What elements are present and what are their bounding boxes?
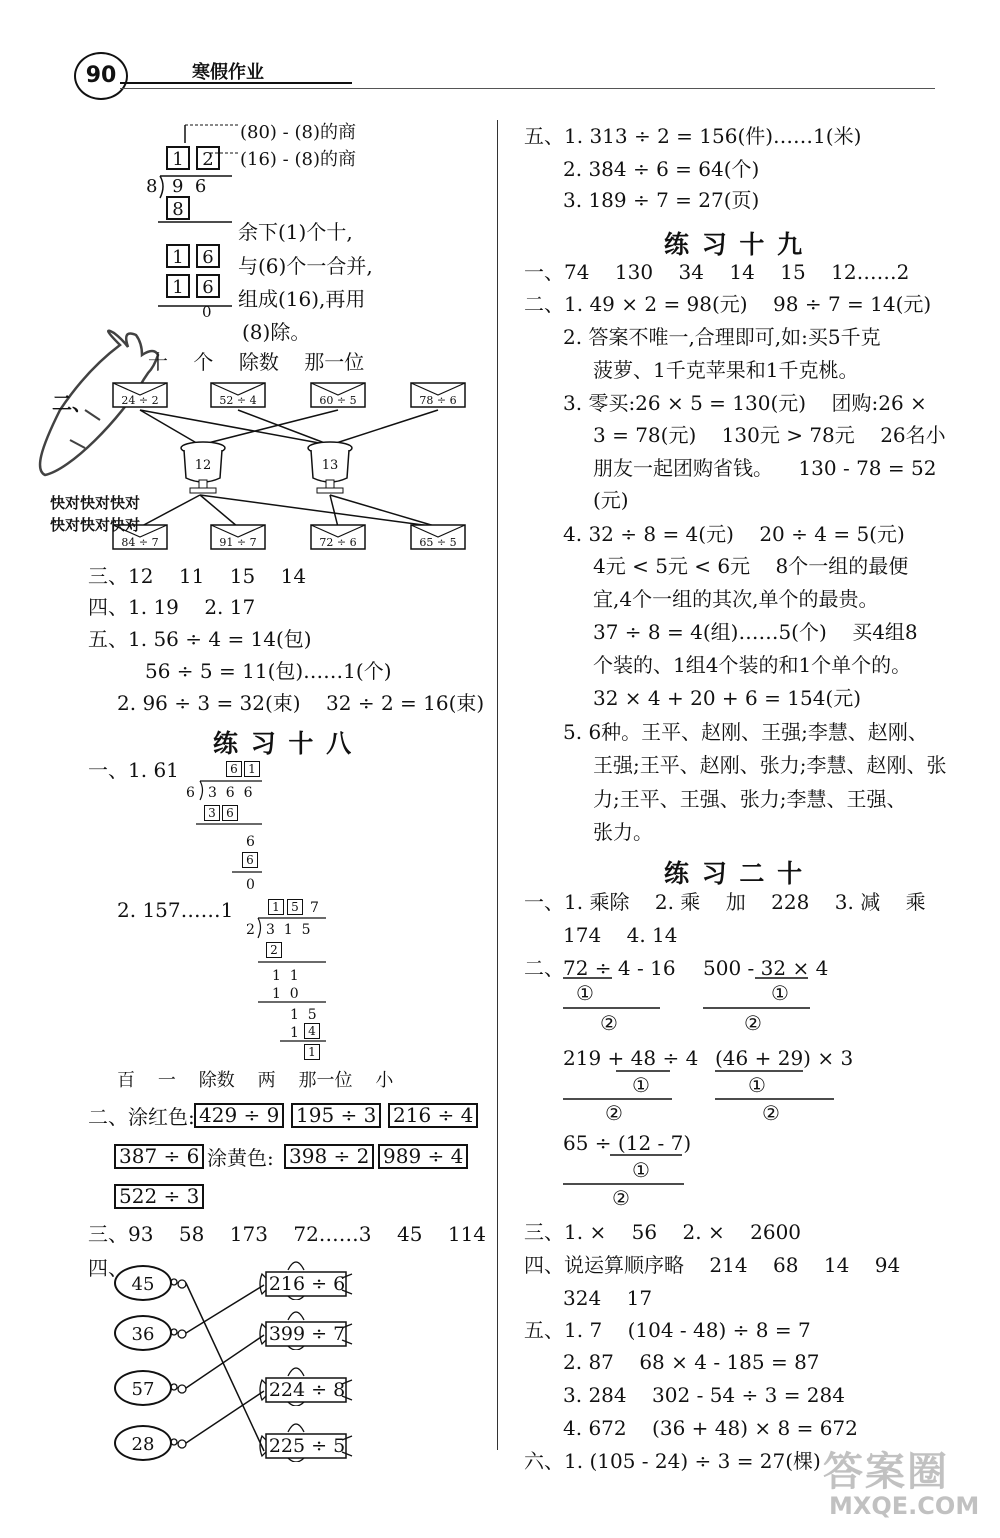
- fish-label: 399 ÷ 7: [268, 1323, 346, 1345]
- answer-line: 三、93 58 173 72……3 45 114: [88, 1222, 487, 1246]
- envelope-label: 52 ÷ 4: [219, 394, 257, 407]
- answer-line: 2. 384 ÷ 6 = 64(个): [563, 157, 760, 181]
- remainder-box: 6: [196, 244, 220, 268]
- answer-line: 2. 答案不唯一,合理即可,如:买5千克: [563, 325, 881, 349]
- watermark-brand: 答案圈: [823, 1449, 949, 1495]
- step-marker: ①: [632, 1073, 650, 1097]
- quotient-digit-box: 2: [196, 146, 220, 170]
- quotient-digit-box: 6: [226, 761, 242, 777]
- step-marker: ①: [748, 1073, 766, 1097]
- quotient-note-2: (16) - (8)的商: [240, 149, 356, 170]
- envelope-label: 78 ÷ 6: [419, 394, 457, 407]
- step-digits: 1 1: [272, 968, 299, 984]
- answer-line: 3. 284 302 - 54 ÷ 3 = 284: [563, 1383, 845, 1407]
- answer-line: 王强;王平、赵刚、张力;李慧、赵刚、张: [593, 753, 947, 777]
- step-marker: ②: [762, 1101, 780, 1125]
- answer-line: 2. 96 ÷ 3 = 32(束) 32 ÷ 2 = 16(束): [117, 691, 485, 715]
- step-digit: 6: [246, 834, 255, 850]
- answer-line: 4. 32 ÷ 8 = 4(元) 20 ÷ 4 = 5(元): [563, 522, 905, 546]
- quotient-digit-box: 1: [268, 899, 284, 915]
- answer-line: 324 17: [563, 1286, 653, 1310]
- dividend: 9 6: [172, 176, 207, 197]
- product-box: 8: [166, 196, 190, 220]
- answer-line: 菠萝、1千克苹果和1千克桃。: [593, 358, 859, 382]
- exercise-title: 练 习 十 九: [664, 230, 805, 259]
- answer-line: 朋友一起团购省钱。 130 - 78 = 52: [593, 456, 937, 480]
- answer-line: 4. 672 (36 + 48) × 8 = 672: [563, 1416, 858, 1440]
- remainder-box: 1: [166, 244, 190, 268]
- answer-line: 四、1. 19 2. 17: [88, 595, 256, 619]
- quotient-digit-box: 1: [244, 761, 260, 777]
- step-marker: ①: [771, 981, 789, 1005]
- product-box: 6: [242, 852, 258, 868]
- quotient-digit-box: 5: [287, 899, 303, 915]
- step-marker: ②: [605, 1101, 623, 1125]
- answer-line: 二、涂红色:: [88, 1105, 195, 1129]
- answer-line: 五、1. 313 ÷ 2 = 156(件)……1(米): [524, 124, 862, 148]
- watermark-text: 快对快对快对: [50, 516, 141, 534]
- answer-line: 3 = 78(元) 130元 > 78元 26名小: [593, 423, 946, 447]
- product-box: 6: [222, 805, 238, 821]
- red-box: 429 ÷ 9: [194, 1103, 284, 1128]
- divisor: 2: [246, 922, 255, 938]
- quotient-note-1: (80) - (8)的商: [240, 122, 356, 143]
- answer-line: 一、74 130 34 14 15 12……2: [524, 260, 910, 284]
- answer-line: 37 ÷ 8 = 4(组)……5(个) 买4组8: [593, 620, 918, 644]
- answer-line: 三、1. × 56 2. × 2600: [524, 1220, 802, 1244]
- answer-line: 5. 6种。王平、赵刚、王强;李慧、赵刚、: [563, 720, 928, 744]
- fish-card: [258, 1320, 354, 1350]
- red-box: 195 ÷ 3: [291, 1103, 381, 1128]
- explanation-line: 余下(1)个十,: [238, 220, 353, 244]
- answer-line: 张力。: [593, 820, 653, 844]
- step-marker: ①: [576, 981, 594, 1005]
- remainder-zero: 0: [246, 877, 255, 893]
- answer-line: 五、1. 56 ÷ 4 = 14(包): [88, 627, 312, 651]
- answer-line: 32 × 4 + 20 + 6 = 154(元): [593, 686, 862, 710]
- quotient-digit: 7: [310, 900, 319, 916]
- product-box: 4: [304, 1023, 320, 1039]
- answer-line: 五、1. 7 (104 - 48) ÷ 8 = 7: [524, 1318, 811, 1342]
- quotient-digit-box: 1: [166, 146, 190, 170]
- answer-line: 56 ÷ 5 = 11(包)……1(个): [145, 659, 392, 683]
- fish-label: 224 ÷ 8: [268, 1379, 346, 1401]
- mailbox-label: 13: [321, 458, 339, 473]
- expression: 219 + 48 ÷ 4: [563, 1046, 699, 1070]
- product-box: 3: [204, 805, 220, 821]
- answer-line: 六、1. (105 - 24) ÷ 3 = 27(棵): [524, 1449, 821, 1473]
- answer-line: 174 4. 14: [563, 923, 678, 947]
- fish-card: [258, 1376, 354, 1406]
- number-bubble: 45: [114, 1265, 172, 1301]
- fish-label: 216 ÷ 6: [268, 1273, 346, 1295]
- divisor: 6: [186, 785, 195, 801]
- step-digits: 1 5: [290, 1007, 317, 1023]
- number-bubble: 36: [114, 1315, 172, 1351]
- envelope-label: 65 ÷ 5: [419, 536, 457, 549]
- explanation-line: 组成(16),再用: [238, 287, 366, 311]
- step-marker: ①: [632, 1158, 650, 1182]
- answer-line: 三、12 11 15 14: [88, 564, 307, 588]
- header-title: 寒假作业: [192, 62, 264, 83]
- fill-words: 十 个 除数 那一位: [148, 350, 365, 374]
- watermark-site: MXQE.COM: [829, 1492, 980, 1520]
- yellow-box: 522 ÷ 3: [114, 1184, 204, 1209]
- mailbox-label: 12: [194, 458, 212, 473]
- answer-line: 力;王平、王强、张力;李慧、王强、: [593, 787, 907, 811]
- fish-card: [258, 1432, 354, 1462]
- step-digits: 1 0: [272, 986, 299, 1002]
- fish-card: [258, 1270, 354, 1300]
- step-digit: 1: [290, 1025, 299, 1041]
- fill-words: 百 一 除数 两 那一位 小: [117, 1070, 394, 1091]
- answer-line: (元): [593, 488, 629, 512]
- expression: 500 - 32 × 4: [703, 956, 829, 980]
- envelope-label: 24 ÷ 2: [121, 394, 159, 407]
- explanation-line: 与(6)个一合并,: [238, 254, 373, 278]
- red-box: 387 ÷ 6: [114, 1144, 204, 1169]
- envelope-label: 84 ÷ 7: [121, 536, 159, 549]
- answer-line: 2. 87 68 × 4 - 185 = 87: [563, 1350, 820, 1374]
- remainder-box: 1: [304, 1044, 320, 1060]
- answer-line: 二、1. 49 × 2 = 98(元) 98 ÷ 7 = 14(元): [524, 292, 932, 316]
- remainder-zero: 0: [202, 303, 212, 321]
- expression: 72 ÷ 4 - 16: [563, 956, 676, 980]
- answer-line: 3. 零买:26 × 5 = 130(元) 团购:26 ×: [563, 391, 927, 415]
- envelope-label: 60 ÷ 5: [319, 394, 357, 407]
- fish-label: 225 ÷ 5: [268, 1435, 346, 1457]
- yellow-label: 涂黄色:: [207, 1146, 274, 1170]
- yellow-box: 398 ÷ 2: [284, 1144, 374, 1169]
- answer-line: 2. 157……1: [117, 898, 234, 922]
- answer-line: 一、1. 61: [88, 758, 179, 782]
- number-bubble: 57: [114, 1370, 172, 1406]
- envelope-label: 91 ÷ 7: [219, 536, 257, 549]
- answer-line: 4元 < 5元 < 6元 8个一组的最便: [593, 554, 909, 578]
- product-box: 2: [266, 942, 282, 958]
- watermark-logo: [815, 1440, 987, 1530]
- watermark-text: 快对快对快对: [50, 494, 141, 512]
- exercise-title: 练 习 十 八: [213, 729, 354, 758]
- red-box: 216 ÷ 4: [388, 1103, 478, 1128]
- number-bubble: 28: [114, 1425, 172, 1461]
- expression: (46 + 29) × 3: [715, 1046, 854, 1070]
- answer-line: 二、: [524, 956, 564, 980]
- envelope-label: 72 ÷ 6: [319, 536, 357, 549]
- answer-line: 四、: [88, 1256, 128, 1280]
- exercise-title: 练 习 二 十: [664, 859, 805, 888]
- step-marker: ②: [744, 1011, 762, 1035]
- answer-line: 3. 189 ÷ 7 = 27(页): [563, 188, 760, 212]
- product-box: 6: [196, 274, 220, 298]
- step-marker: ②: [600, 1011, 618, 1035]
- page-number: 90: [85, 63, 117, 88]
- product-box: 1: [166, 274, 190, 298]
- expression: 65 ÷ (12 - 7): [563, 1131, 692, 1155]
- answer-line: 个装的、1组4个装的和1个单个的。: [593, 653, 912, 677]
- dividend: 3 1 5: [266, 922, 311, 938]
- answer-line: 宜,4个一组的其次,单个的最贵。: [593, 587, 879, 611]
- section-label: 二、: [52, 391, 92, 415]
- dividend: 3 6 6: [208, 785, 253, 801]
- answer-line: 四、说运算顺序略 214 68 14 94: [524, 1253, 901, 1277]
- divisor: 8: [146, 176, 158, 197]
- answer-line: 一、1. 乘除 2. 乘 加 228 3. 减 乘: [524, 890, 926, 914]
- explanation-line: (8)除。: [242, 320, 311, 344]
- step-marker: ②: [612, 1186, 630, 1210]
- yellow-box: 989 ÷ 4: [378, 1144, 468, 1169]
